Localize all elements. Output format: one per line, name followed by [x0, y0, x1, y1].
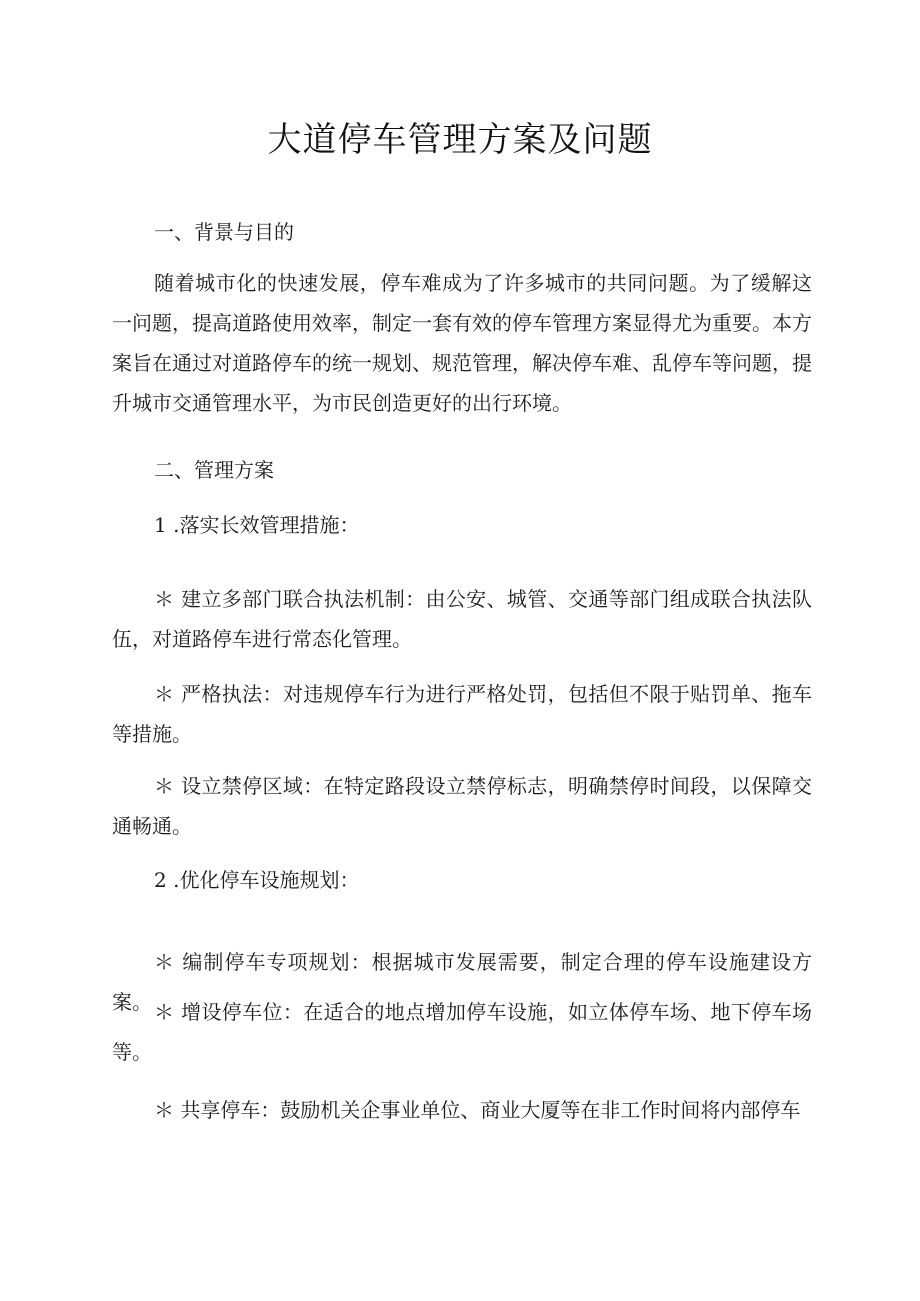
bullet-no-parking-zones: ＊ 设立禁停区域：在特定路段设立禁停标志，明确禁停时间段，以保障交通畅通。	[112, 774, 812, 838]
section-heading-background: 一、背景与目的	[154, 220, 294, 244]
bullet-joint-enforcement: ＊ 建立多部门联合执法机制：由公安、城管、交通等部门组成联合执法队伍，对道路停车进行常态化管理。	[112, 587, 812, 651]
section-heading-plan: 二、管理方案	[154, 458, 274, 482]
bullet-special-planning: ＊ 编制停车专项规划：根据城市发展需要，制定合理的停车设施建设方案。	[112, 950, 812, 1014]
document-title: 大道停车管理方案及问题	[267, 120, 653, 160]
bullet-strict-enforcement: ＊ 严格执法：对违规停车行为进行严格处罚，包括但不限于贴罚单、拖车等措施。	[112, 682, 812, 746]
bullet-shared-parking: ＊ 共享停车：鼓励机关企事业单位、商业大厦等在非工作时间将内部停车	[154, 1098, 801, 1122]
bullet-add-parking-spaces: ＊ 增设停车位：在适合的地点增加停车设施，如立体停车场、地下停车场等。	[112, 1000, 812, 1064]
subheading-facility-planning: 2 .优化停车设施规划：	[154, 868, 360, 892]
subheading-long-term-measures: 1 .落实长效管理措施：	[154, 513, 360, 537]
paragraph-background: 随着城市化的快速发展，停车难成为了许多城市的共同问题。为了缓解这一问题，提高道路使用效率，制定一套有效的停车管理方案显得尤为重要。本方案旨在通过对道路停车的统一规划、规范管理，解决停车难、乱停车等问题，提升城市交通管理水平，为市民创造更好的出行环境。	[112, 271, 812, 415]
